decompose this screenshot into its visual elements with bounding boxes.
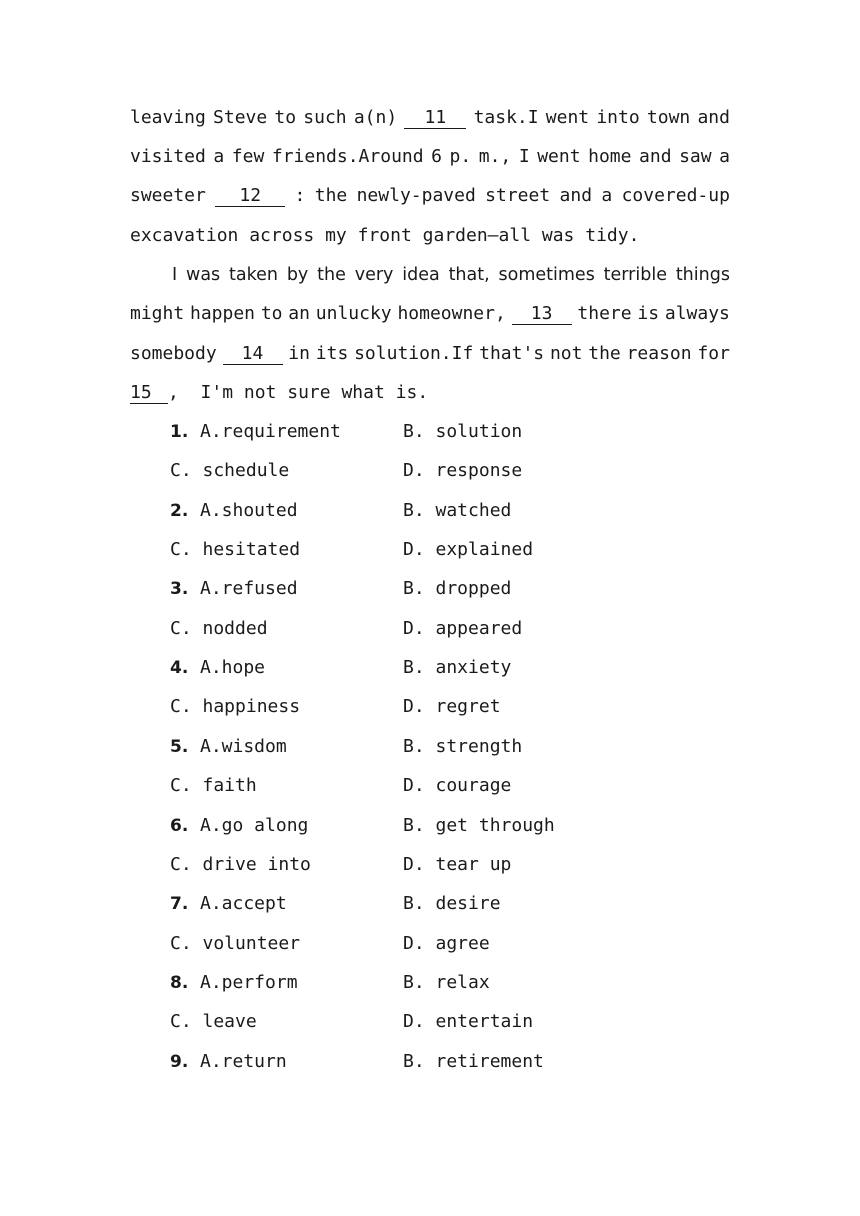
- word: covered-up: [621, 185, 730, 206]
- word: saw: [679, 146, 712, 167]
- option-d[interactable]: D. response: [403, 460, 523, 481]
- word: might: [130, 303, 185, 324]
- word: there: [577, 303, 632, 324]
- word: across: [249, 225, 315, 246]
- question-row: [0, 971, 860, 995]
- word: 6: [431, 146, 442, 167]
- question-row: [0, 892, 860, 916]
- question-row: [0, 932, 860, 956]
- word: newly-paved: [356, 185, 476, 206]
- question-number: 2.: [170, 501, 189, 521]
- blank-12: 12: [215, 186, 285, 207]
- blank-15: 15: [130, 383, 168, 404]
- word: not: [549, 343, 583, 364]
- word: home: [588, 146, 632, 167]
- question-number: 1.: [170, 422, 189, 442]
- word: a: [213, 146, 225, 167]
- option-b[interactable]: B. anxiety: [403, 657, 512, 678]
- option-c[interactable]: C. schedule: [170, 460, 290, 481]
- question-row: [0, 1010, 860, 1034]
- word: tidy.: [585, 225, 640, 246]
- word: and: [559, 185, 593, 206]
- word: to: [260, 303, 283, 324]
- word: sweeter: [130, 185, 206, 206]
- word: Steve: [213, 107, 268, 128]
- word: my: [325, 225, 347, 246]
- option-a[interactable]: A.hope: [200, 657, 266, 678]
- word: taken: [229, 265, 278, 285]
- word: idea: [402, 265, 440, 285]
- word: few: [231, 146, 265, 167]
- option-a[interactable]: A.perform: [200, 972, 298, 993]
- word: that,: [448, 265, 490, 285]
- word: I: [518, 146, 530, 167]
- passage-line-5: [172, 263, 730, 287]
- word: in: [288, 343, 310, 364]
- question-row: [0, 1050, 860, 1074]
- word: such: [303, 107, 347, 128]
- word: terrible: [603, 265, 667, 285]
- question-number: 5.: [170, 737, 189, 757]
- option-a[interactable]: A.wisdom: [200, 736, 287, 757]
- word: for: [697, 343, 730, 364]
- question-row: [0, 459, 860, 483]
- word: into: [596, 107, 640, 128]
- passage-line-8: [130, 381, 730, 405]
- word: a(n): [353, 107, 398, 128]
- word: the: [317, 265, 346, 285]
- option-d[interactable]: D. tear up: [403, 854, 512, 875]
- word: that's: [479, 343, 545, 364]
- passage-line-4: [130, 224, 730, 248]
- word: visited: [130, 146, 206, 167]
- word: homeowner,: [397, 303, 506, 324]
- word: reason: [626, 343, 692, 364]
- option-d[interactable]: D. regret: [403, 696, 501, 717]
- option-a[interactable]: A.shouted: [200, 500, 298, 521]
- passage-line-2: [130, 145, 730, 169]
- question-number: 8.: [170, 973, 189, 993]
- option-d[interactable]: D. entertain: [403, 1011, 534, 1032]
- question-row: [0, 735, 860, 759]
- question-number: 9.: [170, 1052, 189, 1072]
- word: went: [545, 107, 590, 128]
- option-b[interactable]: B. get through: [403, 815, 555, 836]
- word: somebody: [130, 343, 217, 364]
- blank-13: 13: [512, 304, 572, 325]
- word: sure: [287, 382, 331, 403]
- word: was: [186, 265, 221, 285]
- word: and: [639, 146, 672, 167]
- word: town: [646, 107, 691, 128]
- option-c[interactable]: C. hesitated: [170, 539, 301, 560]
- question-row: [0, 538, 860, 562]
- word: not: [243, 382, 277, 403]
- blank-14: 14: [223, 344, 283, 365]
- word: unlucky: [315, 303, 392, 324]
- word: an: [288, 303, 310, 324]
- word: things: [675, 265, 730, 285]
- word: :: [294, 185, 306, 206]
- word: went: [537, 146, 581, 167]
- option-c[interactable]: C. nodded: [170, 618, 268, 639]
- option-c[interactable]: C. leave: [170, 1011, 257, 1032]
- word: always: [664, 303, 730, 324]
- word: p.: [449, 146, 472, 167]
- word: what: [341, 382, 385, 403]
- blank-11: 11: [404, 108, 466, 129]
- option-b[interactable]: B. retirement: [403, 1051, 544, 1072]
- question-row: [0, 814, 860, 838]
- word: the: [314, 185, 348, 206]
- word: I: [172, 265, 178, 285]
- word: very: [354, 265, 394, 285]
- option-a[interactable]: A.return: [200, 1051, 287, 1072]
- word: by: [286, 265, 309, 285]
- option-b[interactable]: B. relax: [403, 972, 490, 993]
- option-d[interactable]: D. agree: [403, 933, 490, 954]
- word: its: [315, 343, 349, 364]
- question-number: 4.: [170, 658, 189, 678]
- option-b[interactable]: B. solution: [403, 421, 523, 442]
- word: was: [541, 225, 575, 246]
- question-number: 3.: [170, 579, 189, 599]
- word: street: [485, 185, 551, 206]
- question-row: [0, 656, 860, 680]
- word: front: [357, 225, 412, 246]
- question-row: [0, 695, 860, 719]
- option-d[interactable]: D. courage: [403, 775, 512, 796]
- word: ,: [168, 382, 179, 403]
- question-row: [0, 853, 860, 877]
- word: happen: [189, 303, 256, 324]
- word: is: [637, 303, 660, 324]
- question-row: [0, 617, 860, 641]
- word: leaving: [130, 107, 206, 128]
- option-b[interactable]: B. strength: [403, 736, 523, 757]
- passage-line-1: [130, 106, 730, 130]
- word: I'm: [200, 382, 234, 403]
- word: sometimes: [498, 265, 595, 285]
- word: friends.Around: [271, 146, 424, 167]
- word: solution.If: [354, 343, 474, 364]
- word: a: [719, 146, 730, 167]
- question-row: [0, 420, 860, 444]
- word: task.I: [473, 107, 539, 128]
- word: is.: [395, 382, 429, 403]
- question-number: 6.: [170, 816, 189, 836]
- option-c[interactable]: C. drive into: [170, 854, 311, 875]
- option-b[interactable]: B. watched: [403, 500, 512, 521]
- question-row: [0, 774, 860, 798]
- word: and: [697, 107, 730, 128]
- passage-line-7: [130, 342, 730, 366]
- option-b[interactable]: B. dropped: [403, 578, 512, 599]
- option-a[interactable]: A.go along: [200, 815, 309, 836]
- option-b[interactable]: B. desire: [403, 893, 501, 914]
- option-c[interactable]: C. happiness: [170, 696, 301, 717]
- word: a: [601, 185, 613, 206]
- word: m.,: [478, 146, 512, 167]
- option-a[interactable]: A.accept: [200, 893, 287, 914]
- word: the: [588, 343, 621, 364]
- question-number: 7.: [170, 894, 189, 914]
- option-a[interactable]: A.requirement: [200, 421, 341, 442]
- passage-line-3: [130, 184, 730, 208]
- passage-line-6: [130, 302, 730, 326]
- word: excavation: [130, 225, 239, 246]
- option-d[interactable]: D. explained: [403, 539, 534, 560]
- option-c[interactable]: C. faith: [170, 775, 257, 796]
- option-a[interactable]: A.refused: [200, 578, 298, 599]
- option-d[interactable]: D. appeared: [403, 618, 523, 639]
- word: garden—all: [422, 225, 532, 246]
- question-row: [0, 499, 860, 523]
- option-c[interactable]: C. volunteer: [170, 933, 301, 954]
- question-row: [0, 577, 860, 601]
- word: to: [274, 107, 297, 128]
